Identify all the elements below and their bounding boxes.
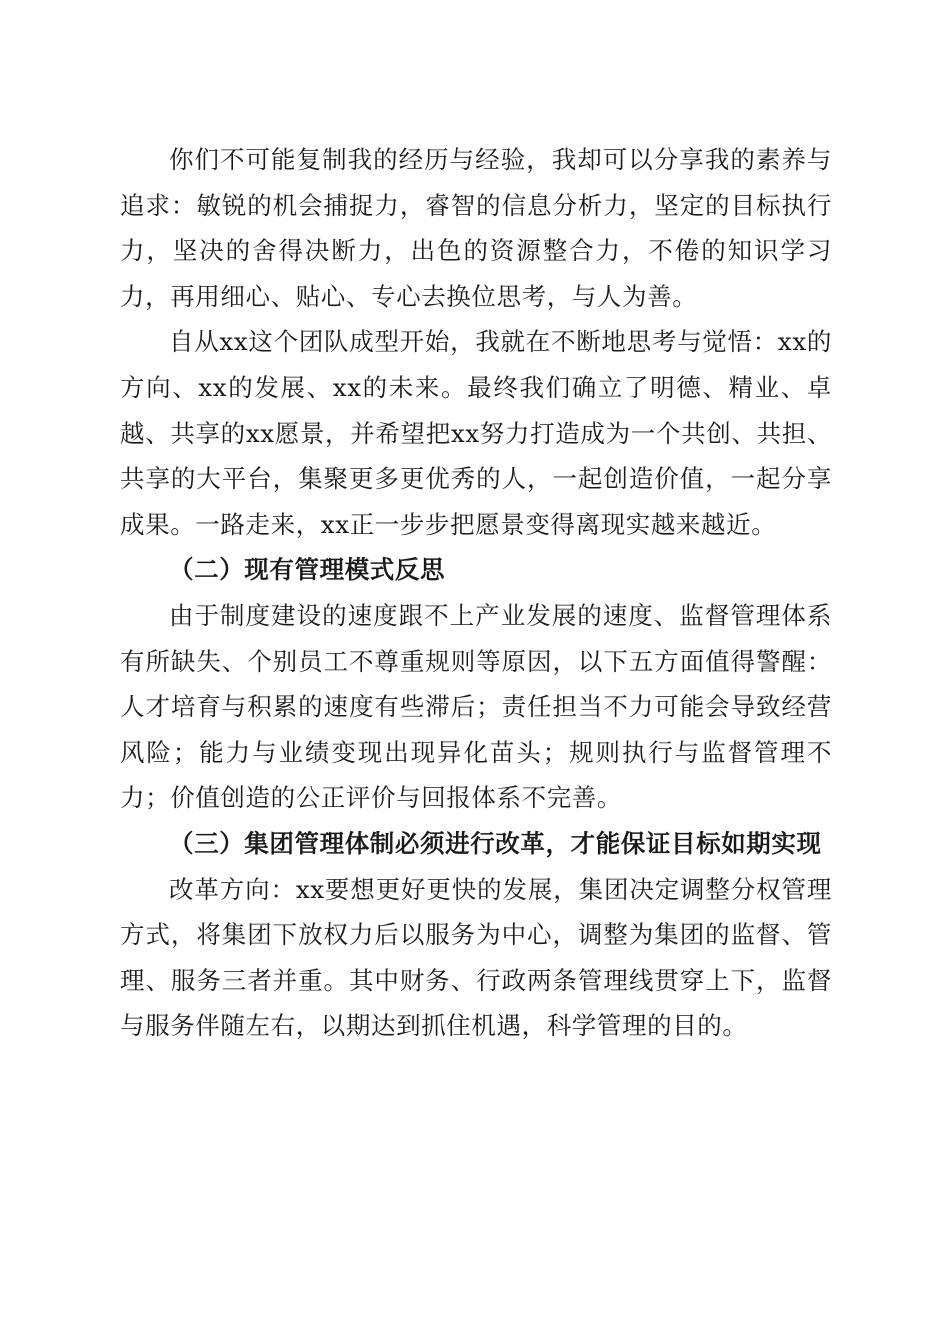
paragraph-personal-qualities: 你们不可能复制我的经历与经验，我却可以分享我的素养与追求：敏锐的机会捕捉力，睿智的信息分析力，坚定的目标执行力，坚决的舍得决断力，出色的资源整合力，不倦的知识学习力，再用细心、贴心、专心去换位思考，与人为善。 (120, 145, 832, 311)
section-heading-2: （二）现有管理模式反思 (169, 555, 446, 585)
document-page (120, 137, 832, 1049)
paragraph-management-reflection: 由于制度建设的速度跟不上产业发展的速度、监督管理体系有所缺失、个别员工不尊重规则等原因，以下五方面值得警醒：人才培育与积累的速度有些滞后；责任担当不力可能会导致经营风险；能力与业绩变现出现异化苗头；规则执行与监督管理不力；价值创造的公正评价与回报体系不完善。 (120, 600, 832, 813)
paragraph-reform-direction: 改革方向：xx要想更好更快的发展，集团决定调整分权管理方式，将集团下放权力后以服务为中心，调整为集团的监督、管理、服务三者并重。其中财务、行政两条管理线贯穿上下，监督与服务伴随左右，以期达到抓住机遇，科学管理的目的。 (120, 874, 832, 1041)
paragraph-team-vision: 自从xx这个团队成型开始，我就在不断地思考与觉悟：xx的方向、xx的发展、xx的未来。最终我们确立了明德、精业、卓越、共享的xx愿景，并希望把xx努力打造成为一个共创、共担、共享的大平台，集聚更多更优秀的人，一起创造价值，一起分享成果。一路走来，xx正一步步把愿景变得离现实越来越近。 (120, 327, 832, 539)
section-heading-3: （三）集团管理体制必须进行改革，才能保证目标如期实现 (169, 828, 822, 858)
